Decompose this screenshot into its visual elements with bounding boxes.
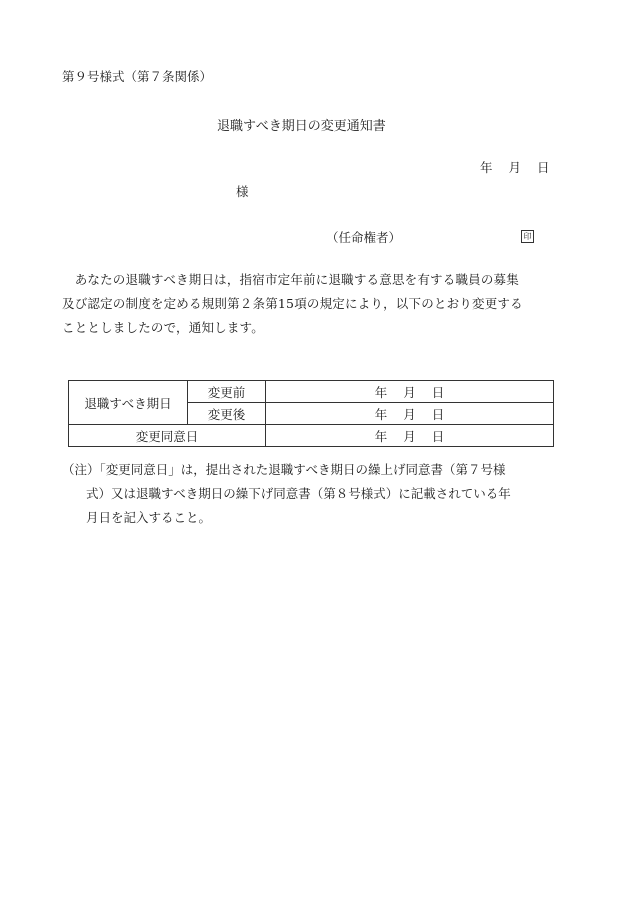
note-section	[62, 458, 557, 530]
consent-year: 年	[374, 428, 388, 444]
form-number: 第９号様式（第７条関係）	[62, 69, 213, 84]
body-line-3: こととしましたので，通知します。	[62, 320, 264, 335]
consent-date-label: 変更同意日	[69, 425, 266, 447]
body-line-1: あなたの退職すべき期日は，指宿市定年前に退職する意思を有する職員の募集	[62, 272, 519, 287]
issuer-label: （任命権者）	[326, 230, 402, 245]
before-date-cell	[266, 381, 554, 403]
after-label: 変更後	[188, 403, 266, 425]
date-change-table	[68, 380, 554, 447]
body-line-2: 及び認定の制度を定める規則第２条第15項の規定により，以下のとおり変更する	[62, 296, 523, 311]
after-month: 月	[403, 406, 416, 422]
before-month: 月	[403, 384, 416, 400]
before-label: 変更前	[188, 381, 266, 403]
date-month: 月	[508, 160, 522, 175]
consent-day: 日	[431, 428, 445, 444]
after-day: 日	[431, 406, 445, 422]
note-line-1: （注）「変更同意日」は，提出された退職すべき期日の繰上げ同意書（第７号様	[62, 462, 506, 477]
consent-month: 月	[403, 428, 416, 444]
date-line	[480, 158, 550, 176]
seal-mark: 印	[521, 230, 534, 243]
retirement-date-label: 退職すべき期日	[69, 381, 188, 425]
table-row-consent	[69, 425, 554, 447]
date-day: 日	[537, 160, 550, 175]
before-day: 日	[431, 384, 445, 400]
before-year: 年	[374, 384, 388, 400]
addressee-suffix: 様	[236, 184, 249, 199]
after-year: 年	[374, 406, 388, 422]
date-year: 年	[480, 160, 493, 175]
document-title: 退職すべき期日の変更通知書	[217, 119, 386, 134]
consent-date-cell	[266, 425, 554, 447]
table-row-before	[69, 381, 554, 403]
notice-body	[62, 268, 554, 340]
note-line-2: 式）又は退職すべき期日の繰下げ同意書（第８号様式）に記載されている年	[86, 486, 511, 501]
note-line-3: 月日を記入すること。	[86, 510, 212, 525]
after-date-cell	[266, 403, 554, 425]
